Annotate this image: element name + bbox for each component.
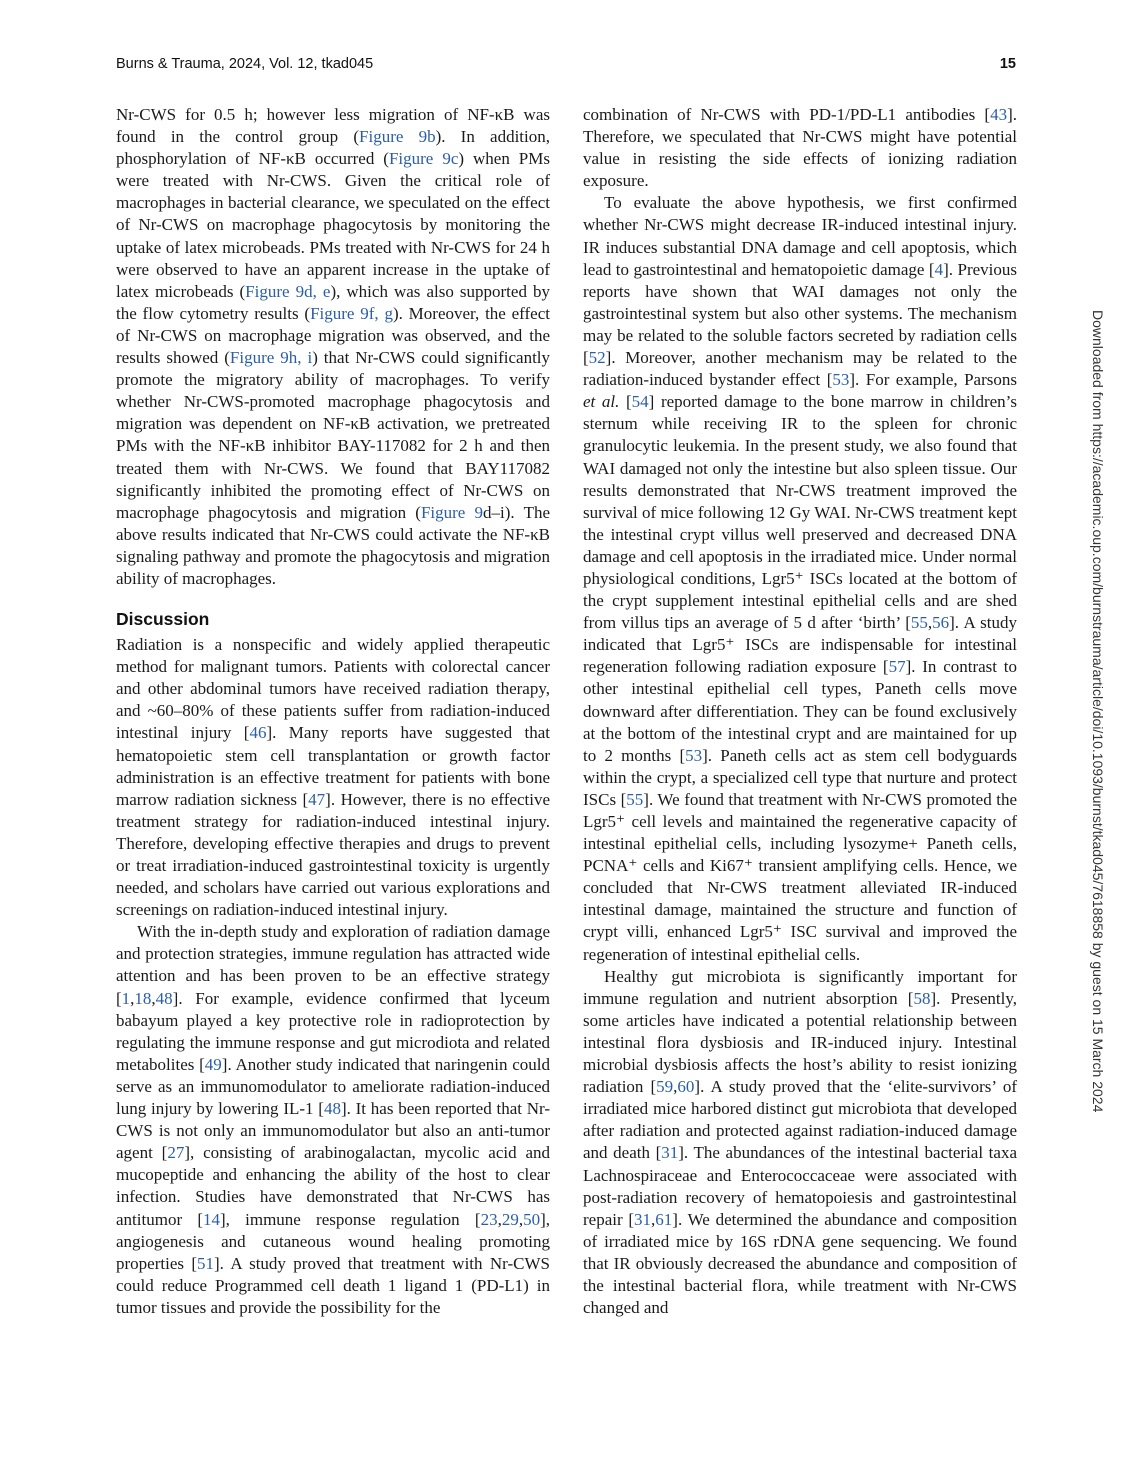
citation-link[interactable]: 31 — [661, 1143, 679, 1163]
citation-link[interactable]: 53 — [685, 745, 703, 765]
citation-link[interactable]: 48 — [323, 1099, 341, 1119]
citation-link[interactable]: 47 — [308, 789, 326, 809]
citation-link[interactable]: 61 — [655, 1209, 673, 1229]
citation-link[interactable]: 55 — [910, 613, 928, 633]
figure-link[interactable]: Figure 9d, e — [245, 281, 331, 301]
citation-link[interactable]: 48 — [155, 988, 173, 1008]
download-watermark — [1086, 310, 1106, 1170]
citation-link[interactable]: 53 — [832, 370, 850, 390]
citation-link[interactable]: 57 — [888, 657, 906, 677]
figure-link[interactable]: Figure 9f, g — [310, 303, 393, 323]
figure-link[interactable]: Figure 9h, i — [229, 348, 313, 368]
section-heading-discussion: Discussion — [116, 609, 210, 630]
citation-link[interactable]: 4 — [934, 259, 944, 279]
citation-link[interactable]: 58 — [913, 988, 931, 1008]
citation-link[interactable]: 31 — [634, 1209, 652, 1229]
citation-link[interactable]: 14 — [202, 1209, 220, 1229]
download-note: Downloaded from https://academic.oup.com/burnstrauma/article/doi/10.1093/burnst/tkad045/7618858 by guest on 15 March 2024 — [1090, 310, 1106, 1113]
citation-link[interactable]: 18 — [134, 988, 152, 1008]
citation-link[interactable]: 52 — [588, 348, 606, 368]
italic-text: et al. — [583, 392, 620, 412]
citation-link[interactable]: 1 — [121, 988, 131, 1008]
paragraph-discussion-1: Radiation is a nonspecific and widely applied therapeutic method for malignant tumors. Patients with colorectal cancer and other abdominal tumors have received radiation therapy, and ~60–80% of these patients suffer from radiation-induced intestinal injury [46]. Many reports have suggested that hematopoietic stem cell transplantation or growth factor administration is an effective treatment for patients with bone marrow radiation sickness [47]. However, there is no effective treatment strategy for radiation-induced intestinal injury. Therefore, developing effective therapies and drugs to prevent or treat irradiation-induced gastrointestinal toxicity is urgently needed, and scholars have carried out various explorations and screenings on radiation-induced intestinal injury. — [116, 635, 550, 920]
right-column — [583, 104, 1017, 1319]
citation-link[interactable]: 43 — [990, 105, 1008, 124]
citation-link[interactable]: 54 — [631, 392, 649, 412]
paragraph-discussion-2: With the in-depth study and exploration of radiation damage and protection strategies, immune regulation has attracted wide attention and has been proven to be an effective strategy [1,18,48]. For example, evidence confirmed that lyceum babayum played a key protective role in radioprotection by regulating the immune response and gut microdiota and related metabolites [49]. Another study indicated that naringenin could serve as an immunomodulator to ameliorate radiation-induced lung injury by lowering IL-1 [48]. It has been reported that Nr-CWS is not only an immunomodulator but also an anti-tumor agent [27], consisting of arabinogalactan, mycolic acid and mucopeptide and enhancing the ability of the host to clear infection. Studies have demonstrated that Nr-CWS has antitumor [14], immune response regulation [23,29,50], angiogenesis and cutaneous wound healing promoting properties [51]. A study proved that treatment with Nr-CWS could reduce Programmed cell death 1 ligand 1 (PD-L1) in tumor tissues and provide the possibility for the — [116, 922, 550, 1317]
citation-link[interactable]: 27 — [167, 1143, 185, 1163]
citation-link[interactable]: 29 — [501, 1209, 519, 1229]
paragraph-discussion-3: To evaluate the above hypothesis, we first confirmed whether Nr-CWS might decrease IR-induced intestinal injury. IR induces substantial DNA damage and cell apoptosis, which lead to gastrointestinal and hematopoietic damage [4]. Previous reports have shown that WAI damages not only the gastrointestinal system but also other systems. The mechanism may be related to the soluble factors secreted by radiation cells [52]. Moreover, another mechanism may be related to the radiation-induced bystander effect [53]. For example, Parsons et al. [54] reported damage to the bone marrow in children’s sternum while receiving IR to the spleen for chronic granulocytic leukemia. In the present study, we also found that WAI damaged not only the intestine but also spleen tissue. Our results demonstrated that Nr-CWS treatment improved the survival of mice following 12 Gy WAI. Nr-CWS treatment kept the intestinal crypt villus well preserved and decreased DNA damage and cell apoptosis in the irradiated mice. Under normal physiological conditions, Lgr5⁺ ISCs located at the bottom of the crypt supplement intestinal epithelial cells and are shed from villus tips an average of 5 d after ‘birth’ [55,56]. A study indicated that Lgr5⁺ ISCs are indispensable for intestinal regeneration following radiation exposure [57]. In contrast to other intestinal epithelial cell types, Paneth cells move downward after differentiation. They can be found exclusively at the bottom of the intestinal crypt and are maintained for up to 2 months [53]. Paneth cells act as stem cell bodyguards within the crypt, a specialized cell type that nurture and protect ISCs [55]. We found that treatment with Nr-CWS promoted the Lgr5⁺ cell levels and maintained the regenerative capacity of intestinal epithelial cells, including lysozyme+ Paneth cells, PCNA⁺ cells and Ki67⁺ transient amplifying cells. Hence, we concluded that Nr-CWS treatment alleviated IR-induced intestinal damage, maintained the structure and function of crypt villi, enhanced Lgr5⁺ ISC survival and improved the regeneration of intestinal epithelial cells. — [583, 193, 1018, 964]
left-column — [116, 104, 550, 1319]
figure-link[interactable]: Figure 9b — [359, 127, 436, 147]
citation-link[interactable]: 23 — [480, 1209, 498, 1229]
figure-link[interactable]: Figure 9 — [420, 502, 484, 522]
citation-link[interactable]: 51 — [197, 1253, 215, 1273]
citation-link[interactable]: 59 — [656, 1077, 674, 1097]
figure-link[interactable]: Figure 9c — [388, 149, 459, 169]
paragraph-discussion-4: Healthy gut microbiota is significantly important for immune regulation and nutrient absorption [58]. Presently, some articles have indicated a potential relationship between intestinal flora dysbiosis and IR-induced injury. Intestinal microbial dysbiosis affects the host’s ability to resist ionizing radiation [59,60]. A study proved that the ‘elite-survivors’ of irradiated mice harbored distinct gut microbiota that developed after radiation and protected against radiation-induced damage and death [31]. The abundances of the intestinal bacterial taxa Lachnospiraceae and Enterococcaceae were associated with post-radiation recovery of hematopoiesis and gastrointestinal repair [31,61]. We determined the abundance and composition of irradiated mice by 16S rDNA gene sequencing. We found that IR obviously decreased the abundance and composition of the intestinal bacterial flora, while treatment with Nr-CWS changed and — [583, 966, 1017, 1318]
citation-link[interactable]: 49 — [204, 1054, 222, 1074]
citation-link[interactable]: 56 — [932, 613, 950, 633]
citation-link[interactable]: 46 — [249, 723, 267, 743]
citation-link[interactable]: 55 — [626, 789, 644, 809]
paragraph-continued: combination of Nr-CWS with PD-1/PD-L1 antibodies [43]. Therefore, we speculated that Nr-CWS might have potential value in resisting the side effects of ionizing radiation exposure. — [583, 105, 1017, 191]
citation-link[interactable]: 50 — [523, 1209, 541, 1229]
page-number: 15 — [999, 56, 1016, 72]
citation-link[interactable]: 60 — [677, 1077, 695, 1097]
paragraph-results-end: Nr-CWS for 0.5 h; however less migration of NF-κB was found in the control group (Figure 9b). In addition, phosphorylation of NF-κB occurred (Figure 9c) when PMs were treated with Nr-CWS. Given the critical role of macrophages in bacterial clearance, we speculated on the effect of Nr-CWS on macrophage phagocytosis by monitoring the uptake of latex microbeads. PMs treated with Nr-CWS for 24 h were observed to have an apparent increase in the uptake of latex microbeads (Figure 9d, e), which was also supported by the flow cytometry results (Figure 9f, g). Moreover, the effect of Nr-CWS on macrophage migration was observed, and the results showed (Figure 9h, i) that Nr-CWS could significantly promote the migratory ability of macrophages. To verify whether Nr-CWS-promoted macrophage phagocytosis and migration was dependent on NF-κB activation, we pretreated PMs with the NF-κB inhibitor BAY-117082 for 2 h and then treated them with Nr-CWS. We found that BAY117082 significantly inhibited the promoting effect of Nr-CWS on macrophage phagocytosis and migration (Figure 9d–i). The above results indicated that Nr-CWS could activate the NF-κB signaling pathway and promote the phagocytosis and migration ability of macrophages. — [116, 105, 551, 588]
running-header: Burns & Trauma, 2024, Vol. 12, tkad045 — [116, 56, 374, 72]
